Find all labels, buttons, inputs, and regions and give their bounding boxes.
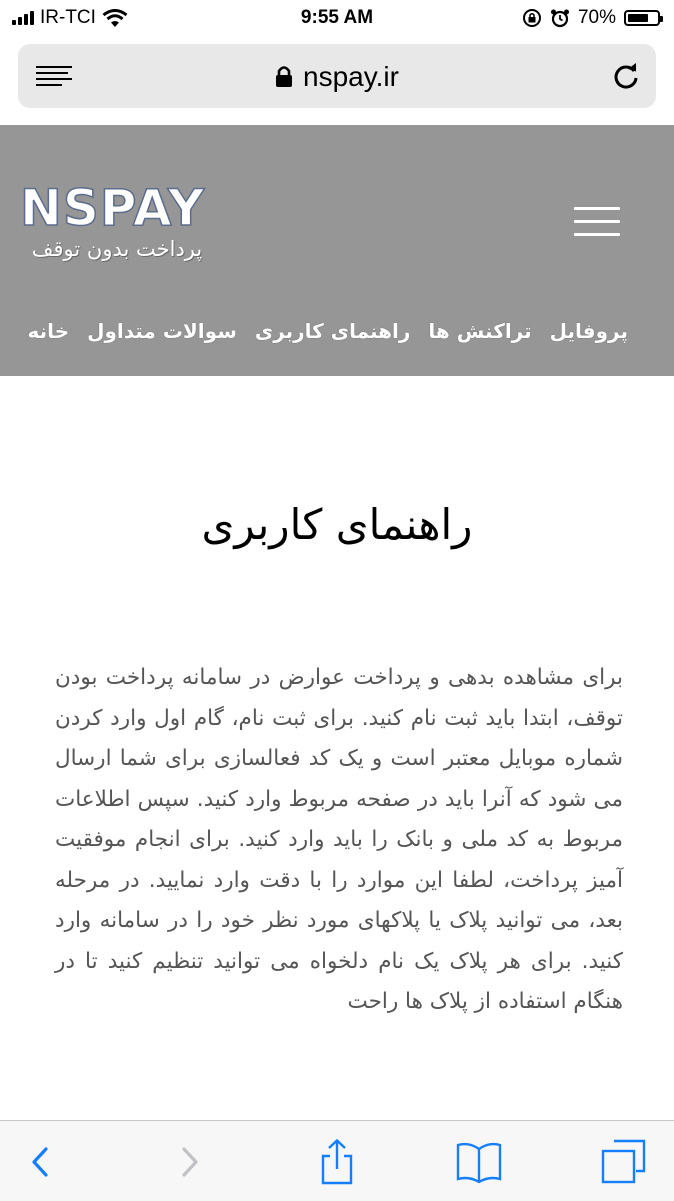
share-icon[interactable] [313,1139,361,1185]
site-logo[interactable]: NSPAY [20,179,206,237]
tabs-icon[interactable] [600,1139,648,1185]
status-bar [0,0,674,38]
book-icon[interactable] [455,1139,503,1185]
status-time: 9:55 AM [300,7,374,28]
nav-profile[interactable]: پروفایل [549,319,628,343]
battery-level [628,14,648,22]
nav-transactions[interactable]: تراکنش ها [428,319,532,343]
lock-icon [275,65,293,87]
orientation-lock-icon [522,8,542,28]
address-bar[interactable] [18,44,656,108]
battery-icon [624,10,660,26]
menu-icon[interactable] [574,207,620,239]
nav-user-guide[interactable]: راهنمای کاربری [254,319,411,343]
nav-home[interactable]: خانه [27,319,70,343]
url-text: nspay.ir [303,61,399,92]
browser-toolbar [0,1120,674,1201]
nav-faq[interactable]: سوالات متداول [87,319,237,343]
carrier-label: IR-TCI [40,7,96,28]
chevron-right-icon[interactable] [166,1139,214,1185]
logo-tagline: پرداخت بدون توقف [31,237,203,261]
site-header [0,125,674,376]
reload-icon[interactable] [610,60,642,92]
main-nav [28,319,628,343]
status-right [522,7,660,29]
alarm-icon [550,8,570,28]
chevron-left-icon[interactable] [16,1139,64,1185]
url-display[interactable] [18,61,656,93]
battery-percent: 70% [577,7,616,28]
page-title: راهنمای کاربری [201,500,473,549]
guide-text: برای مشاهده بدهی و پرداخت عوارض در سامانه پرداخت بودن توقف، ابتدا باید ثبت نام کنید. برای ثبت نام، گام اول وارد کردن شماره موبایل معتبر است و یک کد فعالسازی برای شما ارسال می شود که آنرا باید در صفحه مربوط وارد کنید. سپس اطلاعات مربوط به کد ملی و بانک را باید وارد کنید. برای انجام موفقیت آمیز پرداخت، لطفا این موارد را با دقت وارد نمایید. در مرحله بعد، می توانید پلاک یا پلاکهای مورد نظر خود را در سامانه وارد کنید. برای هر پلاک یک نام دلخواه می توانید تنظیم کنید تا در هنگام استفاده از پلاک ها راحت [55,665,623,1014]
